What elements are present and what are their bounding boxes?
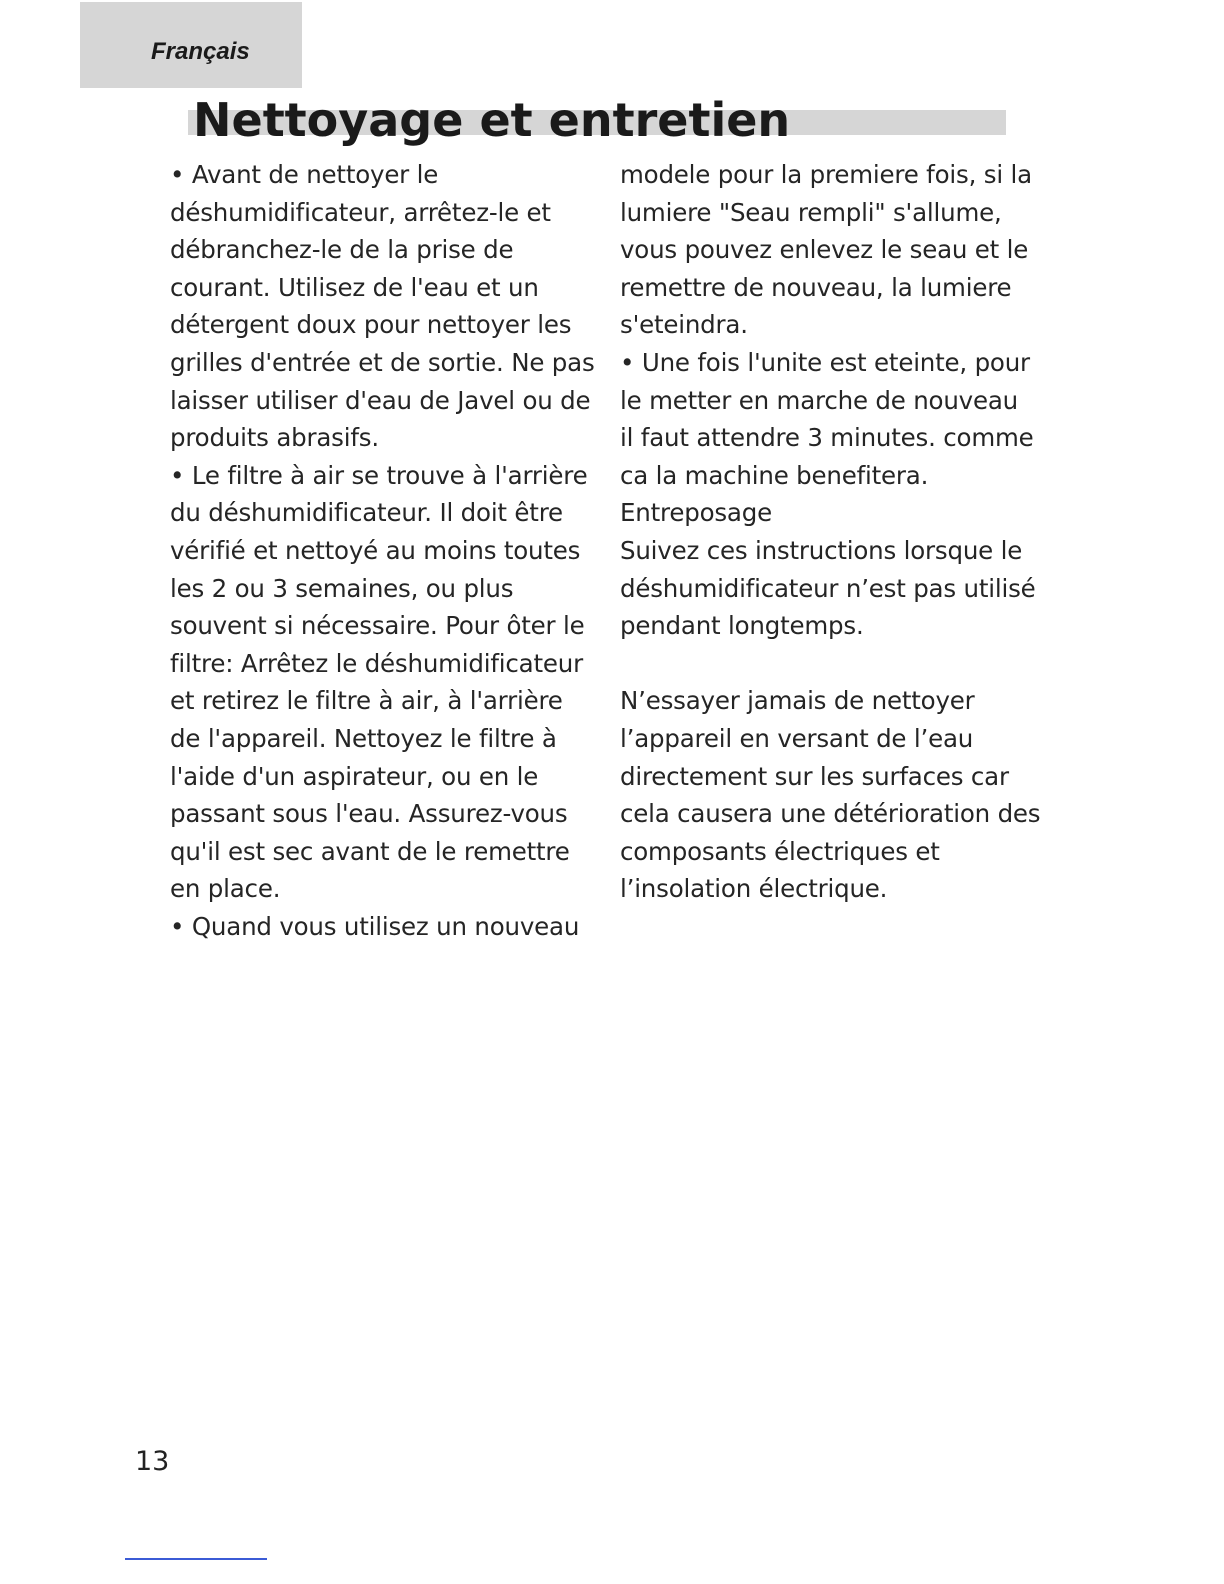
section-heading-storage: Entreposage <box>620 498 772 528</box>
page-title: Nettoyage et entretien <box>193 93 791 147</box>
text-line: en place. <box>170 874 281 904</box>
text-line: filtre: Arrêtez le déshumidificateur <box>170 648 583 678</box>
text-line: courant. Utilisez de l'eau et un <box>170 272 539 302</box>
text-line: N’essayer jamais de nettoyer <box>620 686 975 716</box>
language-tab <box>80 2 302 88</box>
text-line: qu'il est sec avant de le remettre <box>170 836 570 866</box>
text-line: • Avant de nettoyer le <box>170 160 439 189</box>
text-line: pendant longtemps. <box>620 611 864 641</box>
text-line: le metter en marche de nouveau <box>620 385 1018 415</box>
language-tab-label: Français <box>151 38 250 65</box>
right-text-column <box>620 156 1040 908</box>
text-line: l’appareil en versant de l’eau <box>620 723 974 753</box>
text-line: déshumidificateur, arrêtez-le et <box>170 197 551 227</box>
text-line: vérifié et nettoyé au moins toutes <box>170 535 581 565</box>
text-line: et retirez le filtre à air, à l'arrière <box>170 686 563 716</box>
text-line: composants électriques et <box>620 836 940 866</box>
text-line: détergent doux pour nettoyer les <box>170 310 572 340</box>
text-line: directement sur les surfaces car <box>620 761 1009 791</box>
text-line: ca la machine benefitera. <box>620 460 929 490</box>
footer-link-underline <box>125 1558 267 1560</box>
text-line: déshumidificateur n’est pas utilisé <box>620 573 1036 603</box>
text-line: passant sous l'eau. Assurez-vous <box>170 799 568 829</box>
text-line: s'eteindra. <box>620 310 748 340</box>
text-line: lumiere "Seau rempli" s'allume, <box>620 197 1002 227</box>
text-line: de l'appareil. Nettoyez le filtre à <box>170 723 557 753</box>
text-line: l’insolation électrique. <box>620 874 888 904</box>
text-line: débranchez-le de la prise de <box>170 235 514 265</box>
text-line: remettre de nouveau, la lumiere <box>620 272 1012 302</box>
text-line: souvent si nécessaire. Pour ôter le <box>170 611 585 641</box>
text-line: laisser utiliser d'eau de Javel ou de <box>170 385 591 415</box>
text-line: • Une fois l'unite est eteinte, pour <box>620 347 1030 377</box>
paragraph-gap <box>620 645 1040 683</box>
text-line: vous pouvez enlevez le seau et le <box>620 235 1029 265</box>
text-line: l'aide d'un aspirateur, ou en le <box>170 761 539 791</box>
text-line: Suivez ces instructions lorsque le <box>620 535 1023 565</box>
text-line: • Le filtre à air se trouve à l'arrière <box>170 460 588 490</box>
text-line: il faut attendre 3 minutes. comme <box>620 423 1034 453</box>
text-line: du déshumidificateur. Il doit être <box>170 498 563 528</box>
page-number: 13 <box>135 1446 170 1477</box>
text-line: produits abrasifs. <box>170 423 379 453</box>
text-line: les 2 ou 3 semaines, ou plus <box>170 573 514 603</box>
text-line: cela causera une détérioration des <box>620 799 1041 829</box>
left-text-column <box>170 156 595 945</box>
text-line: modele pour la premiere fois, si la <box>620 160 1032 189</box>
text-line: grilles d'entrée et de sortie. Ne pas <box>170 347 595 377</box>
text-line: • Quand vous utilisez un nouveau <box>170 911 580 941</box>
